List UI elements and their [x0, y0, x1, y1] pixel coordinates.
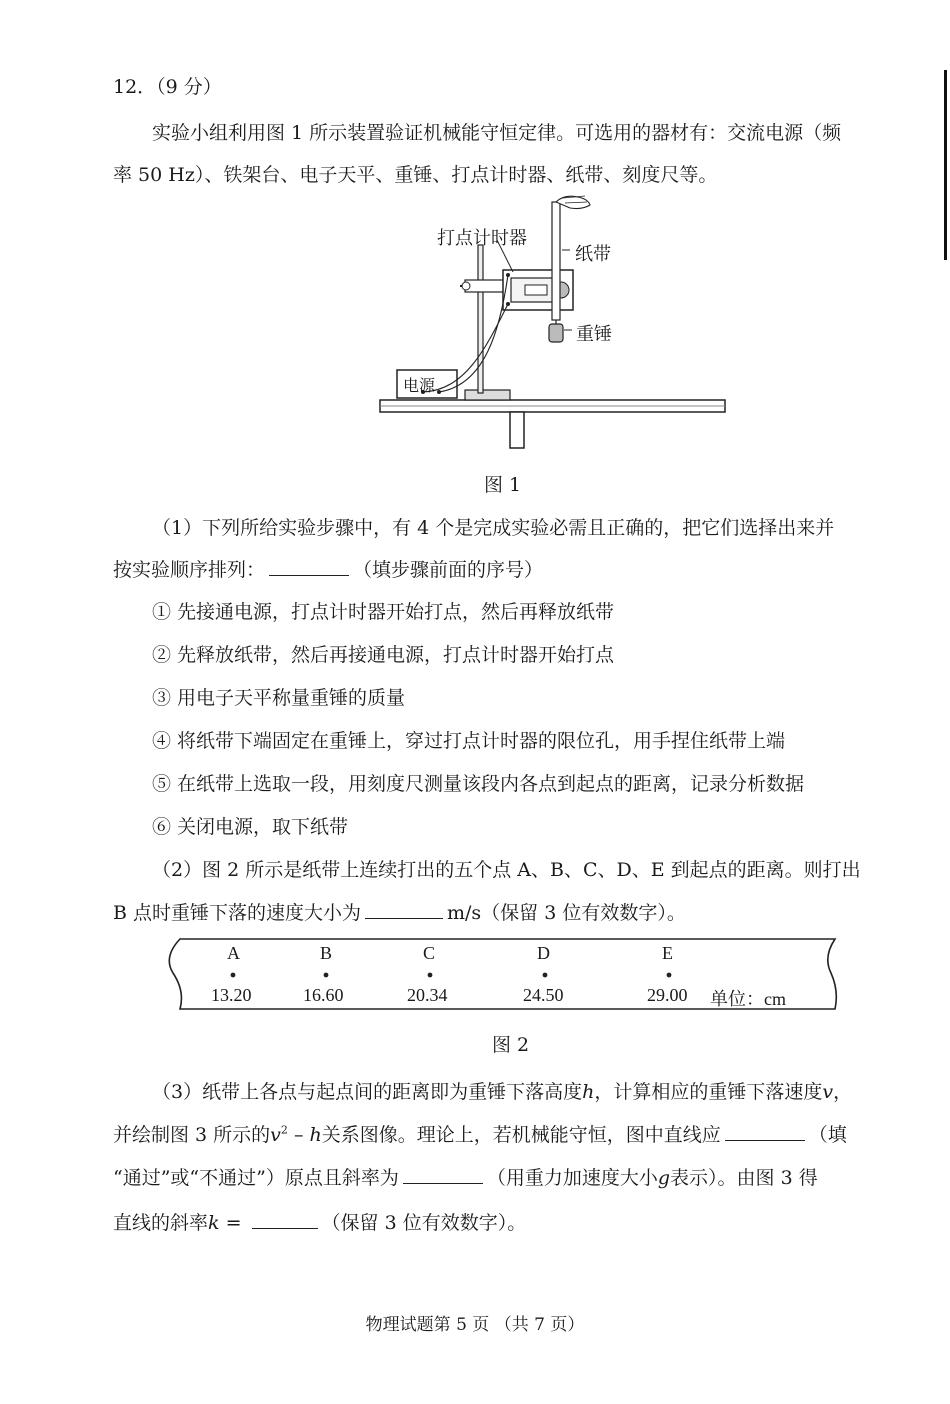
part3-text-3b: （用重力加速度大小	[486, 1167, 658, 1189]
tape-point-e: E	[662, 943, 673, 963]
tape-unit: 单位：cm	[710, 989, 786, 1009]
equals-sign: =	[219, 1212, 248, 1234]
label-tape: 纸带	[575, 244, 611, 265]
part3-line-3	[113, 1163, 818, 1190]
step-5: ⑤ 在纸带上选取一段，用刻度尺测量该段内各点到起点的距离，记录分析数据	[152, 773, 805, 795]
part1-line-1: （1）下列所给实验步骤中，有 4 个是完成实验必需且正确的，把它们选择出来并	[152, 517, 835, 539]
tape-point-b: B	[320, 943, 333, 963]
tape-dot-d	[543, 973, 548, 978]
tape-dot-c	[428, 973, 433, 978]
step-3: ③ 用电子天平称量重锤的质量	[152, 687, 406, 709]
var-h: h	[582, 1081, 595, 1103]
answer-blank-velocity[interactable]	[365, 900, 443, 919]
step-1: ① 先接通电源，打点计时器开始打点，然后再释放纸带	[152, 601, 615, 623]
part3-text-2a: 并绘制图 3 所示的	[113, 1124, 271, 1146]
part3-text-1a: （3）纸带上各点与起点间的距离即为重锤下落高度	[152, 1081, 583, 1103]
answer-blank-slope-expression[interactable]	[403, 1165, 483, 1184]
part2-line-1: （2）图 2 所示是纸带上连续打出的五个点 A、B、C、D、E 到起点的距离。则打出	[152, 859, 861, 881]
figure-2-caption: 图 2	[492, 1034, 530, 1056]
step-4: ④ 将纸带下端固定在重锤上，穿过打点计时器的限位孔，用手捏住纸带上端	[152, 730, 786, 752]
page-footer: 物理试题第 5 页 （共 7 页）	[365, 1315, 585, 1335]
part3-text-2b: 关系图像。理论上，若机械能守恒，图中直线应	[321, 1124, 721, 1146]
tape-distance-d: 24.50	[523, 985, 564, 1005]
tape-point-c: C	[423, 943, 436, 963]
part3-line-4	[113, 1208, 526, 1235]
tape-distance-a: 13.20	[211, 985, 252, 1005]
part1-prompt: 按实验顺序排列：	[113, 559, 266, 581]
minus-sign: –	[287, 1124, 310, 1146]
part3-text-2c: （填	[808, 1124, 847, 1146]
part3-text-3c: 表示）。由图 3 得	[670, 1167, 818, 1189]
part2-prompt: B 点时重锤下落的速度大小为	[113, 902, 362, 924]
part3-text-3a: “通过”或“不通过”）原点且斜率为	[113, 1167, 399, 1189]
part3-line-2	[113, 1120, 847, 1147]
tape-distance-b: 16.60	[303, 985, 344, 1005]
figure-1-apparatus	[375, 190, 735, 460]
answer-blank-order[interactable]	[269, 557, 349, 576]
label-timer: 打点计时器	[437, 228, 527, 249]
tape-point-d: D	[537, 943, 550, 963]
label-weight: 重锤	[576, 324, 612, 345]
intro-line-2: 率 50 Hz）、铁架台、电子天平、重锤、打点计时器、纸带、刻度尺等。	[113, 164, 718, 186]
part3-text-4b: （保留 3 位有效数字）。	[321, 1212, 527, 1234]
part3-text-4a: 直线的斜率	[113, 1212, 209, 1234]
part3-text-1c: ，	[833, 1081, 853, 1103]
question-number: 12．（9 分）	[113, 76, 222, 98]
superscript-2: 2	[280, 1123, 288, 1137]
tape-dot-b	[324, 973, 329, 978]
part1-hint: （填步骤前面的序号）	[353, 559, 544, 581]
var-h-2: h	[309, 1124, 322, 1146]
tape-distance-c: 20.34	[407, 985, 448, 1005]
part2-unit: m/s（保留 3 位有效数字）。	[447, 902, 686, 924]
tape-point-a: A	[227, 943, 240, 963]
answer-blank-through-origin[interactable]	[725, 1122, 805, 1141]
tape-dot-e	[667, 973, 672, 978]
part1-line-2	[113, 555, 543, 582]
part3-line-1	[152, 1077, 852, 1104]
step-2: ② 先释放纸带，然后再接通电源，打点计时器开始打点	[152, 644, 615, 666]
tape-distance-e: 29.00	[647, 985, 688, 1005]
var-k: k	[208, 1212, 220, 1234]
part3-text-1b: ，计算相应的重锤下落速度	[594, 1081, 823, 1103]
apparatus-drawing	[375, 190, 735, 460]
var-v-squared: v	[270, 1124, 281, 1146]
var-g: g	[657, 1167, 671, 1189]
label-power: 电源	[403, 376, 436, 395]
intro-line-1: 实验小组利用图 1 所示装置验证机械能守恒定律。可选用的器材有：交流电源（频	[152, 122, 842, 144]
figure-2-tape	[155, 935, 845, 1015]
step-6: ⑥ 关闭电源，取下纸带	[152, 816, 349, 838]
tape-dot-a	[231, 973, 236, 978]
figure-1-caption: 图 1	[484, 474, 522, 496]
part2-line-2	[113, 898, 686, 925]
answer-blank-slope-value[interactable]	[252, 1210, 318, 1229]
var-v: v	[822, 1081, 834, 1103]
margin-bar	[944, 70, 947, 260]
